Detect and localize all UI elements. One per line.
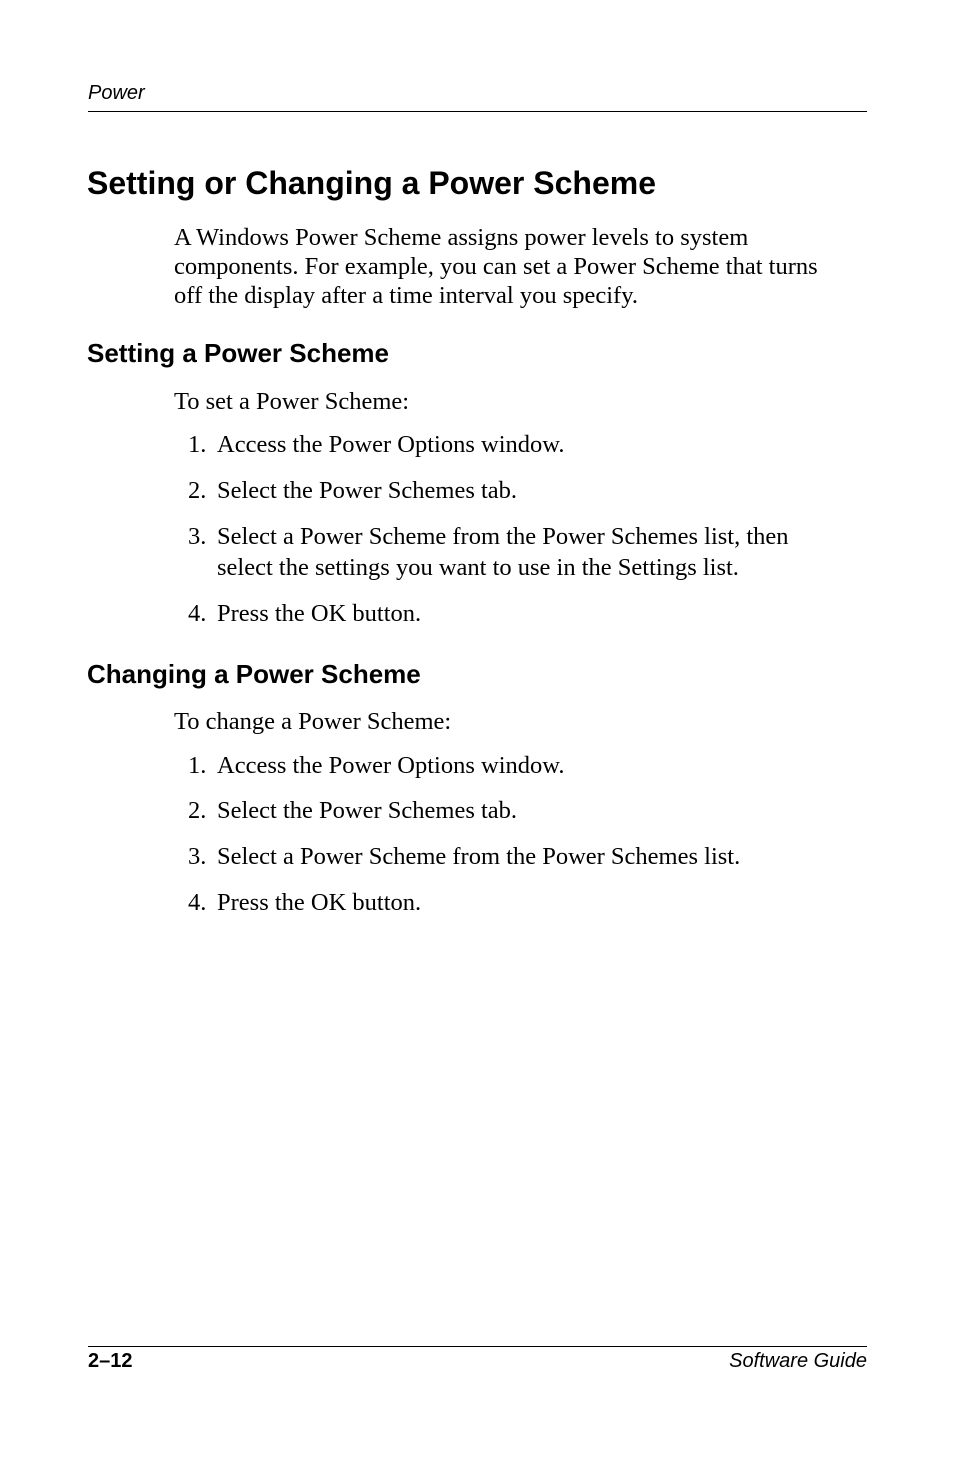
intro-line: components. For example, you can set a Power Scheme that turns (174, 253, 818, 280)
step-number: 3. (188, 843, 207, 870)
step-number: 3. (188, 523, 207, 550)
page-title: Setting or Changing a Power Scheme (87, 165, 656, 201)
step-text (217, 795, 517, 826)
step-text (217, 750, 565, 781)
intro-line: A Windows Power Scheme assigns power levels to system (174, 224, 749, 251)
step-number: 4. (188, 889, 207, 916)
intro-paragraph (174, 223, 874, 310)
step-text (217, 475, 517, 506)
guide-title: Software Guide (729, 1350, 867, 1372)
step-text (217, 598, 421, 629)
running-header: Power (88, 82, 145, 104)
step-line: Select a Power Scheme from the Power Schemes list. (217, 843, 741, 870)
step-number: 1. (188, 431, 207, 458)
step-text (217, 429, 565, 460)
changing-lead-text: To change a Power Scheme: (174, 708, 452, 735)
step-text (217, 841, 740, 872)
section-heading-setting: Setting a Power Scheme (87, 338, 389, 368)
intro-line: off the display after a time interval you specify. (174, 282, 638, 309)
step-number: 4. (188, 600, 207, 627)
step-line: Select the Power Schemes tab. (217, 797, 518, 824)
step-number: 2. (188, 477, 207, 504)
step-text (217, 521, 789, 583)
footer-rule (88, 1346, 867, 1347)
step-number: 1. (188, 752, 207, 779)
step-line: Access the Power Options window. (217, 431, 565, 458)
step-line: select the settings you want to use in the Settings list. (217, 554, 739, 581)
header-rule (88, 111, 867, 112)
step-line: Press the OK button. (217, 889, 422, 916)
section-heading-changing: Changing a Power Scheme (87, 659, 421, 689)
setting-lead-text: To set a Power Scheme: (174, 388, 410, 415)
step-line: Select the Power Schemes tab. (217, 477, 518, 504)
step-line: Press the OK button. (217, 600, 422, 627)
step-text (217, 887, 421, 918)
step-line: Select a Power Scheme from the Power Schemes list, then (217, 523, 789, 550)
step-number: 2. (188, 797, 207, 824)
step-line: Access the Power Options window. (217, 752, 565, 779)
page-number: 2–12 (88, 1350, 133, 1372)
